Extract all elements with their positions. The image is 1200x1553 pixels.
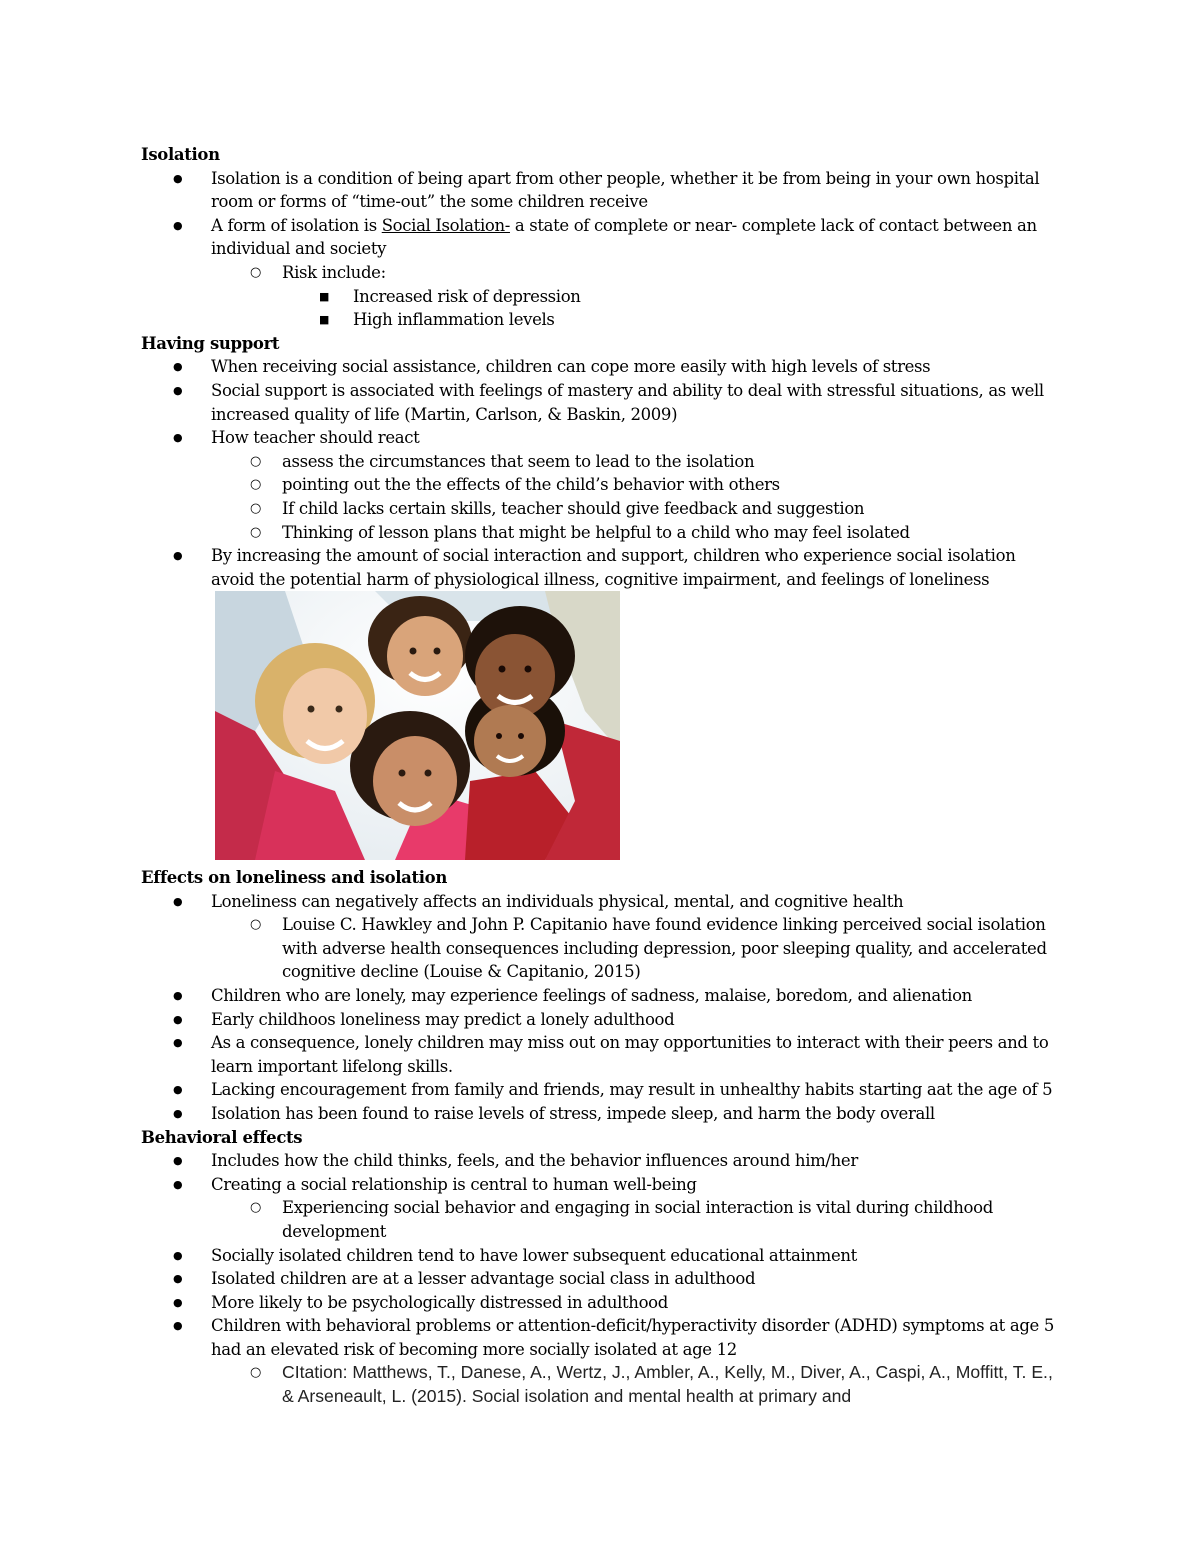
section-effects <box>141 866 1061 1409</box>
list-item: ● By increasing the amount of social interaction and support, children who experience social isolation avoid the potential harm of physiological illness, cognitive impairment, and feelings of loneliness <box>173 546 1016 589</box>
list-item: ● Children who are lonely, may ezperience feelings of sadness, malaise, boredom, and alienation <box>141 984 1061 1008</box>
list-item: ■ High inflammation levels <box>141 308 1061 332</box>
bullet-icon: ● <box>173 1177 183 1191</box>
list-item: ○ pointing out the the effects of the child’s behavior with others <box>141 473 1061 497</box>
bullet-icon: ● <box>173 1295 183 1309</box>
list-item: ■ Increased risk of depression <box>141 285 1061 309</box>
effects-list <box>141 890 1061 1126</box>
circle-bullet-icon: ○ <box>250 917 261 933</box>
support-list <box>141 355 1061 591</box>
list-item: ○ Experiencing social behavior and engaging in social interaction is vital during childhood development <box>250 1198 993 1241</box>
circle-bullet-icon: ○ <box>250 453 261 469</box>
bullet-icon: ● <box>173 1083 183 1097</box>
behavioral-list <box>141 1149 1061 1409</box>
bullet-icon: ● <box>173 1012 183 1026</box>
bullet-icon: ● <box>173 383 183 397</box>
list-item: ○ Louise C. Hawkley and John P. Capitanio have found evidence linking perceived social isolation with adverse health consequences including depression, poor sleeping quality, and accelerated cognitive decline (Louise & Capitanio, 2015) <box>250 915 1047 982</box>
list-item: ● Includes how the child thinks, feels, and the behavior influences around him/her <box>141 1149 1061 1173</box>
bullet-icon: ● <box>173 218 183 232</box>
isolation-list <box>141 167 1061 332</box>
heading-behavioral-effects: Behavioral effects <box>141 1127 303 1147</box>
list-item: ● Social support is associated with feelings of mastery and ability to deal with stressful situations, as well increased quality of life (Martin, Carlson, & Baskin, 2009) <box>173 380 1044 424</box>
children-huddle-photo <box>215 591 620 860</box>
bullet-icon: ● <box>173 1248 183 1262</box>
list-item: ● More likely to be psychologically distressed in adulthood <box>141 1291 1061 1315</box>
circle-bullet-icon: ○ <box>250 500 261 516</box>
list-item: ● Socially isolated children tend to have lower subsequent educational attainment <box>141 1244 1061 1268</box>
section-isolation <box>141 143 1061 591</box>
list-item: ○ Thinking of lesson plans that might be helpful to a child who may feel isolated <box>141 521 1061 545</box>
list-item: ● Isolation has been found to raise levels of stress, impede sleep, and harm the body overall <box>141 1102 1061 1126</box>
bullet-icon: ● <box>173 431 183 445</box>
bullet-icon: ● <box>173 1319 183 1333</box>
list-item: ● Children with behavioral problems or attention-deficit/hyperactivity disorder (ADHD) symptoms at age 5 had an elevated risk of becoming more socially isolated at age 12 <box>173 1316 1054 1359</box>
bullet-icon: ● <box>173 171 183 185</box>
list-item: ● When receiving social assistance, children can cope more easily with high levels of stress <box>141 355 1061 379</box>
list-item: ● A form of isolation is Social Isolation- a state of complete or near- complete lack of contact between an individual and society <box>173 215 1037 259</box>
bullet-icon: ● <box>173 1272 183 1286</box>
bullet-icon: ● <box>173 894 183 908</box>
bullet-icon: ● <box>173 988 183 1002</box>
circle-bullet-icon: ○ <box>250 524 261 540</box>
list-item: ● How teacher should react <box>141 426 1061 450</box>
bullet-icon: ● <box>173 549 183 563</box>
circle-bullet-icon: ○ <box>250 1200 261 1216</box>
circle-bullet-icon: ○ <box>250 1365 261 1381</box>
square-bullet-icon: ■ <box>319 313 330 327</box>
bullet-icon: ● <box>173 1154 183 1168</box>
circle-bullet-icon: ○ <box>250 264 261 280</box>
square-bullet-icon: ■ <box>319 289 330 303</box>
citation-text: CItation: Matthews, T., Danese, A., Wertz, J., Ambler, A., Kelly, M., Diver, A., Caspi, A., Moffitt, T. E., & Arseneault, L. (2015). Social isolation and mental health at primary and <box>282 1362 1053 1407</box>
heading-having-support: Having support <box>141 333 280 353</box>
heading-isolation: Isolation <box>141 145 220 164</box>
bullet-icon: ● <box>173 1036 183 1050</box>
heading-effects: Effects on loneliness and isolation <box>141 868 447 887</box>
children-huddle-illustration <box>215 591 620 860</box>
social-isolation-term: Social Isolation- <box>381 215 510 235</box>
list-item: ● Creating a social relationship is central to human well-being <box>141 1173 1061 1197</box>
circle-bullet-icon: ○ <box>250 477 261 493</box>
list-item: ● Isolation is a condition of being apart from other people, whether it be from being in your own hospital room or forms of “time-out” the some children receive <box>173 168 1040 212</box>
list-item: ● Isolated children are at a lesser advantage social class in adulthood <box>141 1267 1061 1291</box>
list-item: ● Loneliness can negatively affects an individuals physical, mental, and cognitive health <box>141 890 1061 914</box>
bullet-icon: ● <box>173 360 183 374</box>
list-item: ○ If child lacks certain skills, teacher should give feedback and suggestion <box>141 497 1061 521</box>
list-item: ● Lacking encouragement from family and friends, may result in unhealthy habits starting aat the age of 5 <box>141 1078 1061 1102</box>
list-item: ● As a consequence, lonely children may miss out on may opportunities to interact with their peers and to learn important lifelong skills. <box>173 1033 1049 1076</box>
bullet-icon: ● <box>173 1106 183 1120</box>
list-item: ○ Risk include: <box>141 261 1061 285</box>
list-item <box>141 1361 1061 1408</box>
list-item: ● Early childhoos loneliness may predict a lonely adulthood <box>141 1008 1061 1032</box>
list-item: ○ assess the circumstances that seem to lead to the isolation <box>141 450 1061 474</box>
